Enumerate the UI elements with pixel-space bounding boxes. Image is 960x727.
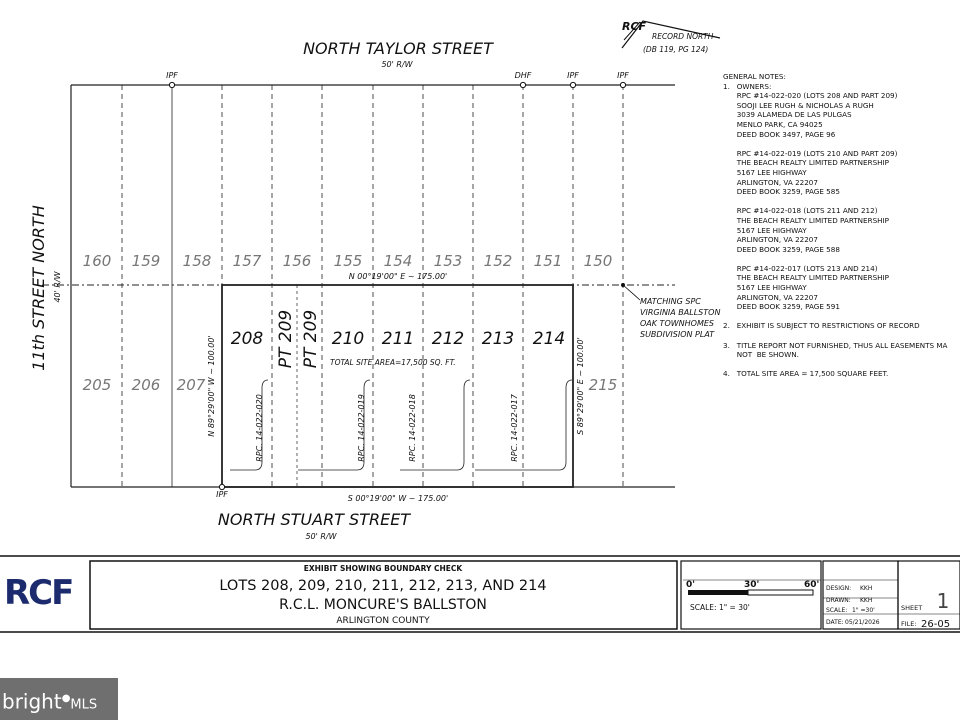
scale-tick: 0' (686, 580, 696, 590)
watermark-brand: bright (2, 689, 62, 714)
site-lot-number: PT 209 (276, 309, 296, 369)
bearing-bottom: S 00°19'00" W ~ 175.00' (347, 494, 449, 503)
rpc-label: RPC. 14-022-018 (408, 394, 417, 462)
title-block (0, 556, 960, 632)
rcf-logo: RCF (4, 573, 73, 613)
general-note-line (723, 331, 960, 341)
general-note-line: RPC #14-022-018 (LOTS 211 AND 212) (723, 206, 878, 216)
street-north-stuart-rw: 50' R/W (305, 532, 337, 541)
bearing-right: S 89°29'00" E ~ 100.00' (576, 337, 585, 435)
lot-number: 156 (282, 252, 312, 270)
lot-number: 151 (533, 252, 563, 270)
lower-lot-numbers (83, 376, 618, 394)
lot-number: 205 (82, 376, 112, 394)
matching-note-line: VIRGINIA BALLSTON (640, 308, 721, 317)
sheet-number: 1 (936, 589, 950, 613)
date-value: 05/21/2026 (845, 619, 880, 626)
street-north-taylor-rw: 50' R/W (381, 60, 413, 69)
subdivision-title: R.C.L. MONCURE'S BALLSTON (279, 597, 487, 613)
lot-number: 159 (131, 252, 161, 270)
record-north-logo: RCF (622, 20, 647, 33)
scale-bar (686, 580, 819, 612)
lot-number: 157 (232, 252, 262, 270)
monument-label: IPF (166, 71, 178, 80)
watermark-dot-icon: ● (61, 693, 71, 704)
bright-mls-watermark (0, 678, 118, 720)
street-north-taylor: NORTH TAYLOR STREET (303, 39, 493, 58)
general-note-line: THE BEACH REALTY LIMITED PARTNERSHIP (723, 158, 890, 168)
date-label: DATE: (826, 619, 844, 626)
general-note-line: ARLINGTON, VA 22207 (723, 177, 818, 187)
record-north-arrow (622, 20, 720, 54)
matching-note-line: OAK TOWNHOMES (640, 319, 714, 328)
general-note-line (723, 360, 960, 370)
general-note-line: MENLO PARK, CA 94025 (723, 119, 823, 129)
general-note-line: 3. TITLE REPORT NOT FURNISHED, THUS ALL EASEMENTS MA (723, 340, 948, 350)
scale-text: SCALE: 1" = 30' (690, 603, 750, 612)
general-note-line: 5167 LEE HIGHWAY (723, 283, 807, 293)
monument-label: IPF (617, 71, 629, 80)
general-note-line: DEED BOOK 3259, PAGE 585 (723, 187, 840, 197)
lot-number: 206 (131, 376, 161, 394)
street-north-stuart: NORTH STUART STREET (217, 510, 411, 529)
matching-note-line: MATCHING SPC (640, 297, 701, 306)
site-lot-number: 211 (381, 329, 415, 349)
general-note-line: THE BEACH REALTY LIMITED PARTNERSHIP (723, 273, 890, 283)
general-note-line: RPC #14-022-019 (LOTS 210 AND PART 209) (723, 148, 898, 158)
rpc-label: RPC. 14-022-017 (510, 394, 519, 462)
lot-number: 154 (383, 252, 413, 270)
general-note-line: ARLINGTON, VA 22207 (723, 292, 818, 302)
site-lot-number: PT 209 (301, 309, 321, 369)
record-north-deed: (DB 119, PG 124) (643, 45, 709, 54)
lot-number: 158 (182, 252, 212, 270)
matching-note-line: SUBDIVISION PLAT (640, 330, 715, 339)
record-north-label: RECORD NORTH (652, 32, 714, 41)
general-note-line: RPC #14-022-017 (LOTS 213 AND 214) (723, 263, 878, 273)
file-value: 26-05 (921, 619, 951, 630)
lot-number: 152 (483, 252, 513, 270)
general-note-line: 1. OWNERS: (723, 81, 772, 91)
general-note-line (723, 139, 960, 149)
county-title: ARLINGTON COUNTY (336, 616, 430, 626)
general-note-line: ARLINGTON, VA 22207 (723, 235, 818, 245)
scale-tick: 60' (804, 580, 820, 590)
lot-number: 155 (333, 252, 363, 270)
general-note-line: NOT BE SHOWN. (723, 350, 799, 360)
general-note-line: 3039 ALAMEDA DE LAS PULGAS (723, 110, 852, 120)
general-notes (723, 72, 960, 379)
general-note-line: DEED BOOK 3497, PAGE 96 (723, 129, 836, 139)
lot-number: 150 (583, 252, 613, 270)
design-value: KKH (860, 585, 873, 592)
general-note-line: SOOJI LEE RUGH & NICHOLAS A RUGH (723, 100, 874, 110)
scale-tick: 30' (744, 580, 760, 590)
monument-label: DHF (514, 71, 532, 80)
general-note-line: DEED BOOK 3259, PAGE 591 (723, 302, 840, 312)
total-site-area-label: TOTAL SITE AREA=17,500 SQ. FT. (330, 358, 456, 367)
bearing-top: N 00°19'00" E ~ 175.00' (348, 272, 448, 281)
rpc-label: RPC. 14-022-020 (255, 394, 264, 462)
scale-label: SCALE: (826, 607, 848, 614)
lots-title: LOTS 208, 209, 210, 211, 212, 213, AND 214 (219, 578, 547, 594)
general-note-line: 5167 LEE HIGHWAY (723, 225, 807, 235)
general-note-line: 4. TOTAL SITE AREA = 17,500 SQUARE FEET. (723, 369, 889, 379)
exhibit-title: EXHIBIT SHOWING BOUNDARY CHECK (303, 564, 463, 573)
general-note-line: 2. EXHIBIT IS SUBJECT TO RESTRICTIONS OF RECORD (723, 321, 920, 331)
general-note-line (723, 197, 960, 207)
site-lot-number: 213 (481, 329, 515, 349)
watermark-suffix: MLS (70, 697, 98, 713)
sheet-label: SHEET (901, 604, 923, 612)
drawn-label: DRAWN: (826, 597, 851, 604)
site-lot-number: 208 (230, 329, 264, 349)
street-eleventh-north: 11th STREET NORTH (29, 205, 48, 371)
lot-number: 153 (433, 252, 463, 270)
general-note-line (723, 254, 960, 264)
general-note-line: RPC #14-022-020 (LOTS 208 AND PART 209) (723, 91, 898, 101)
design-label: DESIGN: (826, 585, 852, 592)
general-notes-heading: GENERAL NOTES: (723, 72, 786, 81)
general-note-line: DEED BOOK 3259, PAGE 588 (723, 244, 840, 254)
general-note-line: THE BEACH REALTY LIMITED PARTNERSHIP (723, 215, 890, 225)
general-notes-lines (723, 82, 960, 379)
general-note-line: 5167 LEE HIGHWAY (723, 167, 807, 177)
rpc-label: RPC. 14-022-019 (357, 394, 366, 462)
site-lot-number: 214 (532, 329, 566, 349)
upper-lot-numbers (83, 252, 613, 270)
lot-number: 207 (176, 376, 206, 394)
rpc-labels (230, 380, 572, 470)
lot-number: 215 (588, 376, 618, 394)
lot-number: 160 (82, 252, 112, 270)
drawn-value: KKH (860, 597, 873, 604)
monument-label: IPF (567, 71, 579, 80)
file-label: FILE: (901, 620, 917, 628)
general-note-line (723, 312, 960, 322)
street-eleventh-north-rw: 40' R/W (53, 271, 62, 303)
monument-label: IPF (216, 490, 228, 499)
bearing-left: N 89°29'00" W ~ 100.00' (207, 335, 216, 437)
site-lot-number: 212 (431, 329, 465, 349)
site-lot-number: 210 (331, 329, 365, 349)
scale-value: 1" =30' (852, 607, 875, 614)
